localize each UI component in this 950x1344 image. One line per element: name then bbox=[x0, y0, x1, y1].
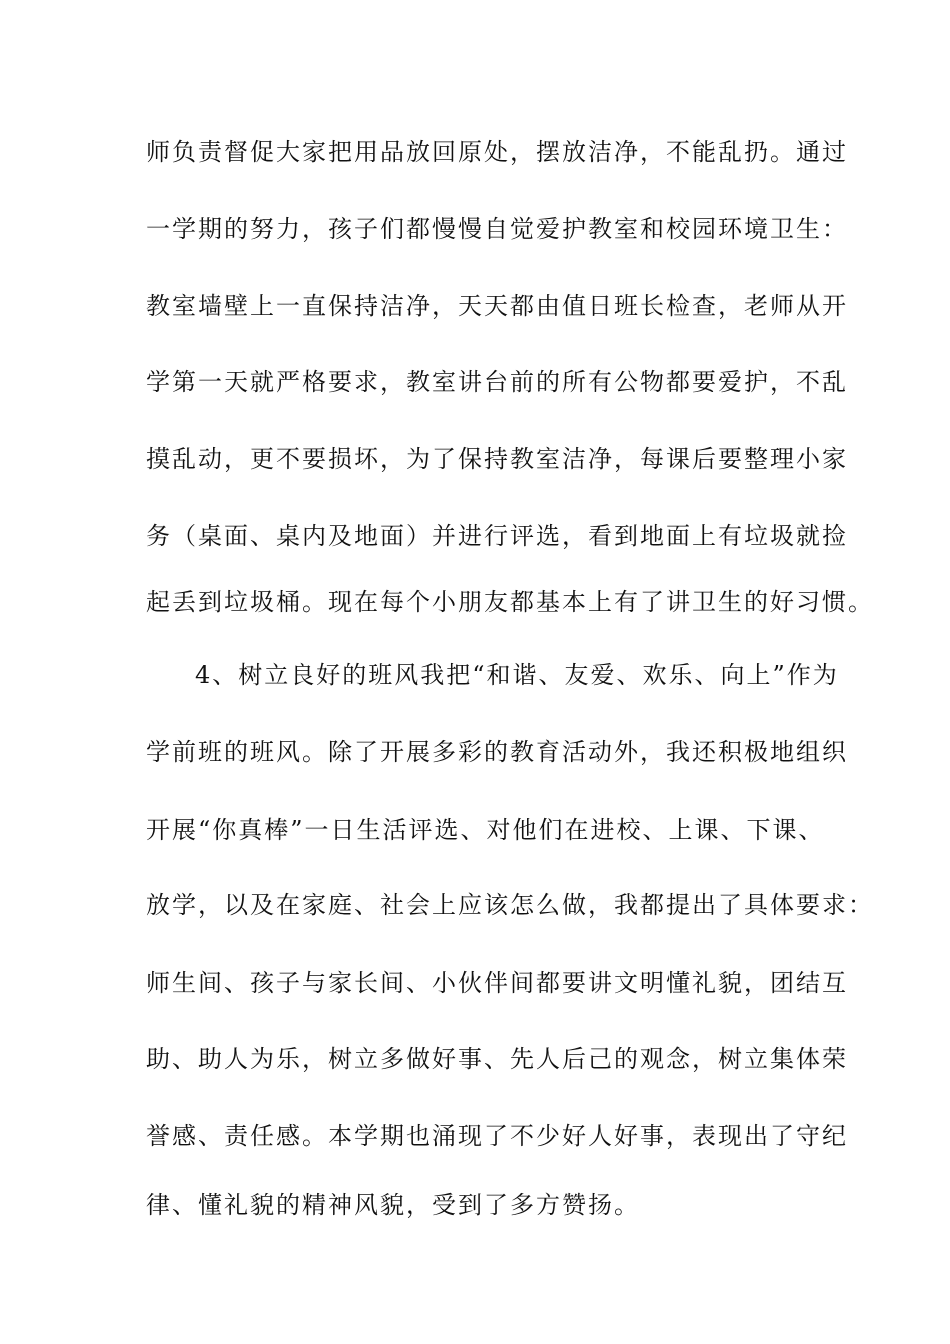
text-line: 助、助人为乐，树立多做好事、先人后己的观念，树立集体荣 bbox=[146, 1045, 848, 1073]
text-line: 一学期的努力，孩子们都慢慢自觉爱护教室和校园环境卫生： bbox=[146, 215, 848, 243]
text-line: 律、懂礼貌的精神风貌，受到了多方赞扬。 bbox=[146, 1191, 640, 1219]
text-line: 放学，以及在家庭、社会上应该怎么做，我都提出了具体要求： bbox=[146, 891, 874, 919]
text-line: 学前班的班风。除了开展多彩的教育活动外，我还积极地组织 bbox=[146, 738, 848, 766]
text-line: 师负责督促大家把用品放回原处，摆放洁净，不能乱扔。通过 bbox=[146, 138, 848, 166]
text-line: 教室墙壁上一直保持洁净，天天都由值日班长检查，老师从开 bbox=[146, 292, 848, 320]
text-line: 务（桌面、桌内及地面）并进行评选，看到地面上有垃圾就捡 bbox=[146, 522, 848, 550]
text-line: 开展“你真棒”一日生活评选、对他们在进校、上课、下课、 bbox=[146, 816, 825, 844]
text-line: 誉感、责任感。本学期也涌现了不少好人好事，表现出了守纪 bbox=[146, 1122, 848, 1150]
text-line: 学第一天就严格要求，教室讲台前的所有公物都要爱护，不乱 bbox=[146, 368, 848, 396]
paragraph-start-line: 4、树立良好的班风我把“和谐、友爱、欢乐、向上”作为 bbox=[195, 661, 839, 689]
text-line: 摸乱动，更不要损坏，为了保持教室洁净，每课后要整理小家 bbox=[146, 445, 848, 473]
text-line: 师生间、孩子与家长间、小伙伴间都要讲文明懂礼貌，团结互 bbox=[146, 969, 848, 997]
text-line: 起丢到垃圾桶。现在每个小朋友都基本上有了讲卫生的好习惯。 bbox=[146, 588, 874, 616]
